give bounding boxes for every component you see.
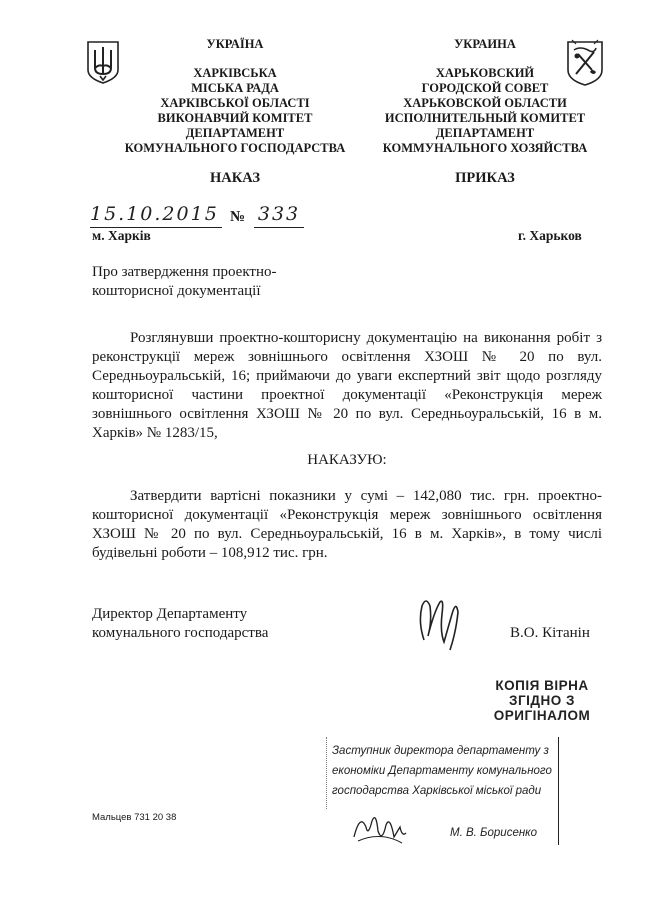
header-right-line: ДЕПАРТАМЕНТ <box>435 126 535 140</box>
certifier-signature <box>350 807 410 847</box>
paragraph-approve: Затвердити вартісні показники у сумі – 142,080 тис. грн. проектно-кошторисної документації «Реконструкція мереж зовнішнього освітлення ХЗОШ № 20 по вул. Середньоуральській, 16 в м. Харків», в тому числі будівельні роботи – 108,912 тис. грн. <box>92 488 602 561</box>
signatory-title-line: Директор Департаменту <box>92 606 248 622</box>
doc-type-left: НАКАЗ <box>209 170 261 186</box>
header-left-line: ХАРКІВСЬКОЇ ОБЛАСТІ <box>160 96 310 110</box>
signatory-title-line: комунального господарства <box>92 625 269 641</box>
city-left: м. Харків <box>92 228 151 243</box>
certification-stamp <box>322 737 559 845</box>
header-right-country: УКРАИНА <box>454 37 516 51</box>
certification-line: господарства Харківської міської ради <box>332 785 542 797</box>
signatory-title <box>92 605 352 643</box>
executor-info: Мальцев 731 20 38 <box>92 812 177 823</box>
copy-certified-stamp <box>486 678 598 723</box>
header-left-line: КОМУНАЛЬНОГО ГОСПОДАРСТВА <box>124 141 346 155</box>
header-left <box>100 37 370 156</box>
certifier-name: М. В. Борисенко <box>450 827 538 839</box>
header-left-line: МІСЬКА РАДА <box>191 81 279 95</box>
paragraph-considering: Розглянувши проектно-кошторисну документацію на виконання робіт з реконструкції мереж зовнішнього освітлення ХЗОШ № 20 по вул. Середньоуральській, 16; приймаючи до уваги експертний звіт щодо розгляду кошторисної частини проектної документації «Реконструкція мереж зовнішнього освітлення ХЗОШ № 20 по вул. Середньоуральській, 16 в м. Харків» № 1283/15, <box>92 330 602 441</box>
subject-line: Про затвердження проектно- <box>92 264 277 280</box>
header-left-line: ХАРКІВСЬКА <box>193 66 277 80</box>
city-right: г. Харьков <box>518 228 582 243</box>
header-left-country: УКРАЇНА <box>206 37 264 51</box>
order-date: 15.10.2015 <box>90 203 222 228</box>
header-right-line: ХАРЬКОВСКОЙ ОБЛАСТИ <box>403 96 567 110</box>
certification-lines <box>332 741 558 801</box>
doc-type-right: ПРИКАЗ <box>455 170 515 186</box>
director-signature <box>414 592 464 652</box>
subject-line: кошторисної документації <box>92 283 261 299</box>
subject <box>92 263 352 301</box>
certification-line: економіки Департаменту комунального <box>332 765 552 777</box>
order-number: 333 <box>254 203 304 228</box>
number-sign: № <box>230 209 246 225</box>
signatory-name: В.О. Кітанін <box>510 625 590 641</box>
header-right-line: КОММУНАЛЬНОГО ХОЗЯЙСТВА <box>382 141 588 155</box>
header-left-line: ДЕПАРТАМЕНТ <box>185 126 285 140</box>
header-right-line: ИСПОЛНИТЕЛЬНЫЙ КОМИТЕТ <box>384 111 586 125</box>
header-right <box>350 37 620 156</box>
certification-line: Заступник директора департаменту з <box>332 745 549 757</box>
header-right-line: ХАРЬКОВСКИЙ <box>435 66 535 80</box>
decree-word: НАКАЗУЮ: <box>307 452 387 468</box>
header-left-line: ВИКОНАВЧИЙ КОМІТЕТ <box>157 111 313 125</box>
copy-stamp-line: КОПІЯ ВІРНА <box>495 678 589 693</box>
header-right-line: ГОРОДСКОЙ СОВЕТ <box>421 81 549 95</box>
copy-stamp-line: ОРИГІНАЛОМ <box>493 708 591 723</box>
copy-stamp-line: ЗГІДНО З <box>509 693 575 708</box>
